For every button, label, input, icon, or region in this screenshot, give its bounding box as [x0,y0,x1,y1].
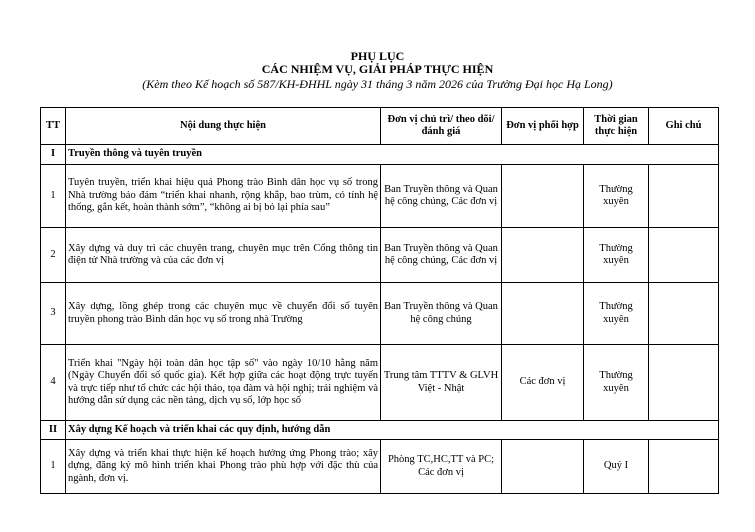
section-row [41,145,719,165]
row-lead-unit: Ban Truyền thông và Quan hệ công chúng, Các đơn vị [381,228,502,283]
row-lead-unit: Ban Truyền thông và Quan hệ công chúng [381,283,502,345]
row-note [649,228,719,283]
table-row [41,228,719,283]
row-time: Thường xuyên [584,283,649,345]
row-coop-unit [502,440,584,494]
row-coop-unit [502,228,584,283]
section-number: I [41,145,66,165]
col-header-coop-unit: Đơn vị phối hợp [502,108,584,145]
col-header-tt: TT [41,108,66,145]
row-coop-unit [502,165,584,228]
row-content: Triển khai "Ngày hội toàn dân học tập số" vào ngày 10/10 hằng năm (Ngày Chuyển đổi số quốc gia). Kết hợp giữa các hoạt động trực tuyến và trực tiếp như tổ chức các hội thảo, tọa đàm và hội nghị; trải nghiệm và hướng dẫn sử dụng các nền tảng, dịch vụ số, lớp học số [66,345,381,421]
row-note [649,283,719,345]
row-lead-unit: Phòng TC,HC,TT và PC; Các đơn vị [381,440,502,494]
row-time: Thường xuyên [584,345,649,421]
col-header-note: Ghi chú [649,108,719,145]
row-number: 4 [41,345,66,421]
row-time: Thường xuyên [584,165,649,228]
row-number: 3 [41,283,66,345]
table-row [41,440,719,494]
row-note [649,165,719,228]
row-content: Tuyên truyền, triển khai hiệu quả Phong trào Bình dân học vụ số trong Nhà trường bảo đảm “triển khai nhanh, rộng khắp, bao trùm, có tính hệ thống, gắn kết, hoàn thành sớm”, “không ai bị bỏ lại phía sau” [66,165,381,228]
table-header-row [41,108,719,145]
row-note [649,440,719,494]
appendix-title: PHỤ LỤC [350,49,405,63]
row-time: Thường xuyên [584,228,649,283]
row-content: Xây dựng và duy trì các chuyên trang, chuyên mục trên Cổng thông tin điện tử Nhà trường và của các đơn vị [66,228,381,283]
section-title: Xây dựng Kế hoạch và triển khai các quy định, hướng dẫn [66,421,719,440]
appendix-subtitle: CÁC NHIỆM VỤ, GIẢI PHÁP THỰC HIỆN [261,62,494,76]
row-coop-unit [502,283,584,345]
row-coop-unit: Các đơn vị [502,345,584,421]
row-lead-unit: Ban Truyền thông và Quan hệ công chúng, Các đơn vị [381,165,502,228]
row-number: 1 [41,440,66,494]
section-number: II [41,421,66,440]
row-number: 1 [41,165,66,228]
row-content: Xây dựng và triển khai thực hiện kế hoạch hưởng ứng Phong trào; xây dựng, đăng ký mô hình triển khai Phong trào phù hợp với đặc thù của ngành, đơn vị. [66,440,381,494]
table-row [41,345,719,421]
row-lead-unit: Trung tâm TTTV & GLVH Việt - Nhật [381,345,502,421]
section-row [41,421,719,440]
row-number: 2 [41,228,66,283]
tasks-table [40,107,719,494]
col-header-content: Nội dung thực hiện [66,108,381,145]
row-time: Quý I [584,440,649,494]
table-row [41,283,719,345]
table-row [41,165,719,228]
col-header-lead-unit: Đơn vị chủ trì/ theo dõi/ đánh giá [381,108,502,145]
row-content: Xây dựng, lồng ghép trong các chuyên mục về chuyển đổi số tuyên truyền phong trào Bình dân học vụ số trong nhà Trường [66,283,381,345]
section-title: Truyền thông và tuyên truyền [66,145,719,165]
col-header-time: Thời gian thực hiện [584,108,649,145]
row-note [649,345,719,421]
appendix-reference: (Kèm theo Kế hoạch số 587/KH-ĐHHL ngày 31 tháng 3 năm 2026 của Trường Đại học Hạ Long) [142,77,613,91]
